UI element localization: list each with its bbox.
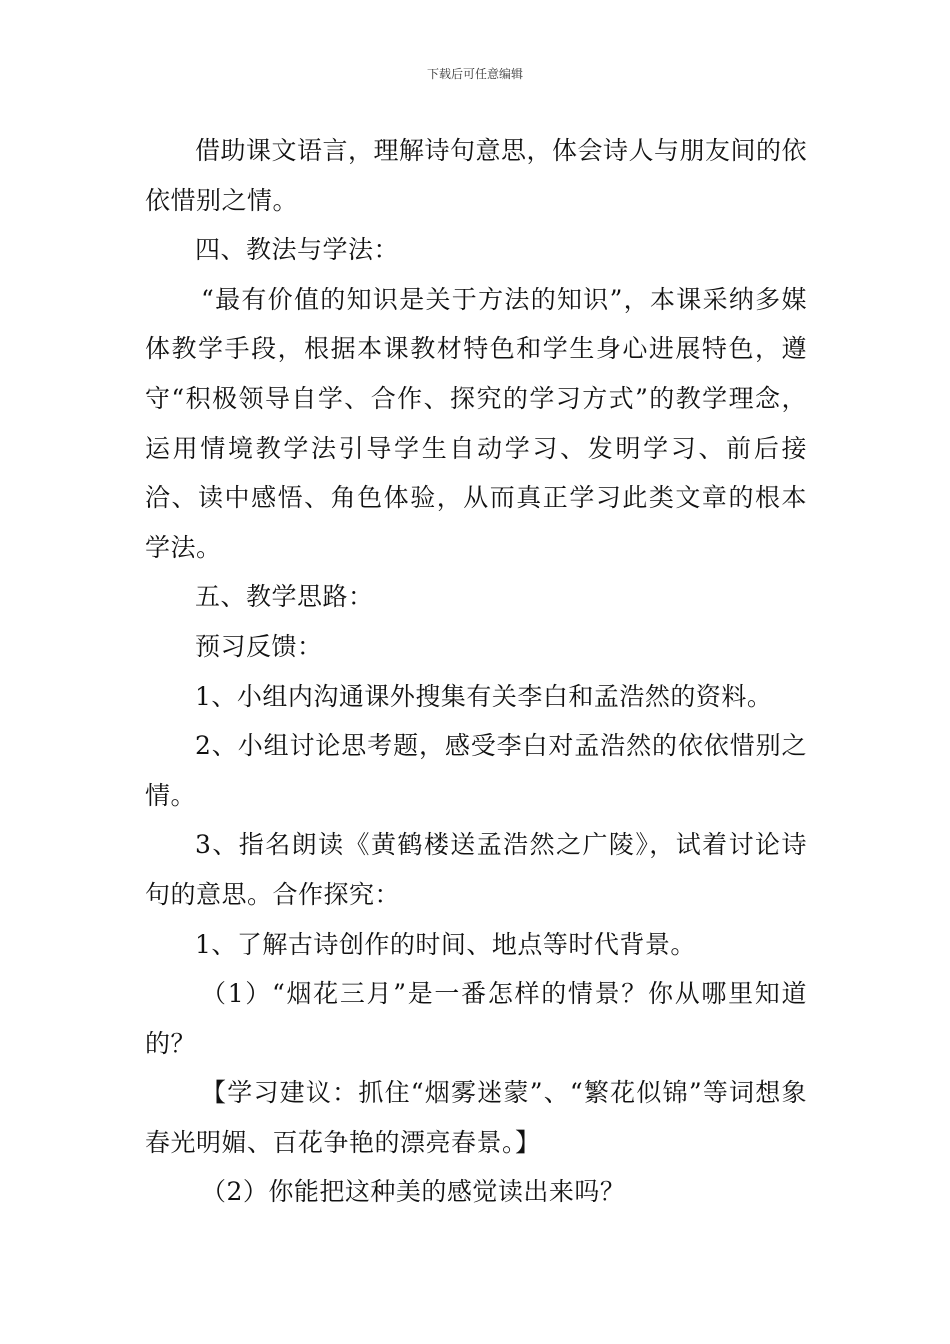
list-item-preview-2: 2、小组讨论思考题，感受李白对孟浩然的依依惜别之情。 [145,731,807,810]
document-body [145,126,807,1217]
list-item-preview-3: 3、指名朗读《黄鹤楼送孟浩然之广陵》，试着讨论诗句的意思。合作探究： [145,830,807,909]
page-header: 下载后可任意编辑 [426,67,523,81]
list-item-explore-1: 1、了解古诗创作的时间、地点等时代背景。 [195,929,696,959]
list-item-preview-1: 1、小组内沟通课外搜集有关李白和孟浩然的资料。 [195,681,773,711]
section-heading-methods: 四、教法与学法： [195,235,400,265]
paragraph-goal: 借助课文语言，理解诗句意思，体会诗人与朋友间的依依惜别之情。 [145,136,808,215]
subheading-preview-feedback: 预习反馈： [195,631,323,661]
question-2: （2）你能把这种美的感觉读出来吗？ [201,1177,626,1207]
paragraph-methods: “最有价值的知识是关于方法的知识”，本课采纳多媒体教学手段，根据本课教材特色和学生身心进展特色，遵守“积极领导自学、合作、探究的学习方式”的教学理念，运用情境教学法引导学生自动学习、发明学习、前后接洽、读中感悟、角色体验，从而真正学习此类文章的根本学法。 [145,284,807,562]
learning-suggestion: 【学习建议：抓住“烟雾迷蒙”、“繁花似锦”等词想象春光明媚、百花争艳的漂亮春景。】 [145,1078,807,1157]
question-1: （1）“烟花三月”是一番怎样的情景？你从哪里知道的？ [145,979,807,1058]
section-heading-approach: 五、教学思路： [195,582,374,612]
